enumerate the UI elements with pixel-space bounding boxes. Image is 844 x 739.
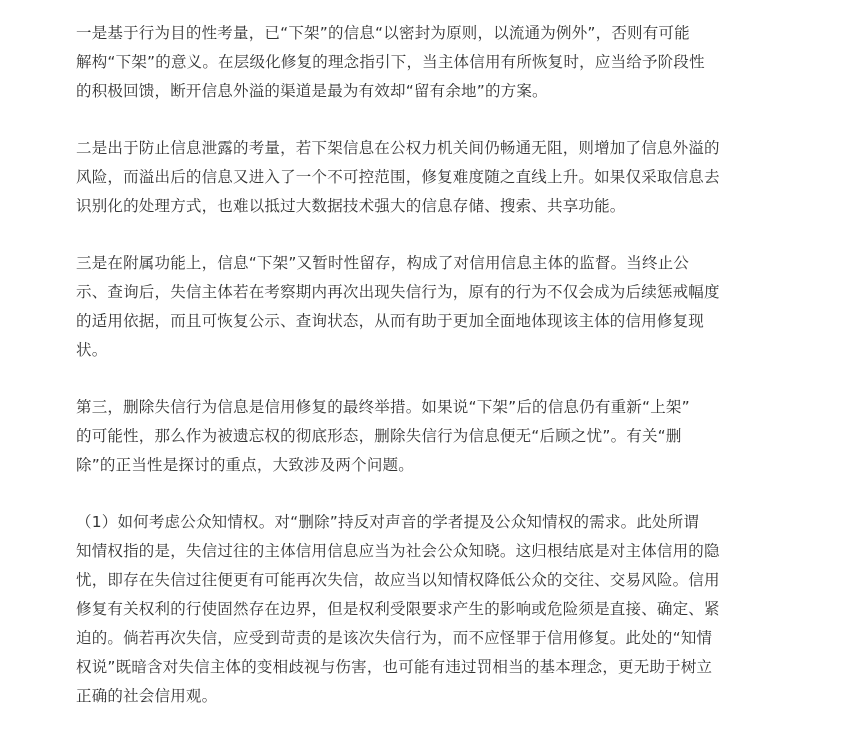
text-line: 二是出于防止信息泄露的考量，若下架信息在公权力机关间仍畅通无阻，则增加了信息外溢的 [76,139,720,157]
text-line: 识别化的处理方式，也难以抵过大数据技术强大的信息存储、搜索、共享功能。 [76,197,626,215]
text-line: （1）如何考虑公众知情权。对“删除”持反对声音的学者提及公众知情权的需求。此处所谓 [76,513,700,531]
text-line: 除”的正当性是探讨的重点，大致涉及两个问题。 [76,456,414,474]
text-line: 的适用依据，而且可恢复公示、查询状态，从而有助于更加全面地体现该主体的信用修复现 [76,312,705,330]
text-line: 正确的社会信用观。 [76,687,218,705]
text-line: 第三，删除失信行为信息是信用修复的最终举措。如果说“下架”后的信息仍有重新“上架” [76,398,690,416]
text-line: 修复有关权利的行使固然存在边界，但是权利受限要求产生的影响或危险须是直接、确定、紧 [76,600,720,618]
paragraph-5 [76,508,766,711]
text-line: 的可能性，那么作为被遗忘权的彻底形态，删除失信行为信息便无“后顾之忧”。有关“删 [76,427,682,445]
text-line: 忧，即存在失信过往便更有可能再次失信，故应当以知情权降低公众的交往、交易风险。信用 [76,571,720,589]
text-line: 知情权指的是，失信过往的主体信用信息应当为社会公众知晓。这归根结底是对主体信用的隐 [76,542,720,560]
text-line: 三是在附属功能上，信息“下架”又暂时性留存，构成了对信用信息主体的监督。当终止公 [76,254,690,272]
text-line: 示、查询后，失信主体若在考察期内再次出现失信行为，原有的行为不仅会成为后续惩戒幅度 [76,283,720,301]
paragraph-2 [76,134,766,221]
text-line: 状。 [76,341,108,359]
paragraph-1 [76,19,766,106]
text-line: 风险，而溢出后的信息又进入了一个不可控范围，修复难度随之直线上升。如果仅采取信息去 [76,168,720,186]
paragraph-3 [76,249,766,365]
text-line: 解构“下架”的意义。在层级化修复的理念指引下，当主体信用有所恢复时，应当给予阶段性 [76,53,705,71]
text-line: 权说”既暗含对失信主体的变相歧视与伤害，也可能有违过罚相当的基本理念，更无助于树立 [76,658,713,676]
paragraph-4 [76,393,766,480]
text-line: 一是基于行为目的性考量，已“下架”的信息“以密封为原则，以流通为例外”，否则有可能 [76,24,690,42]
text-line: 迫的。倘若再次失信，应受到苛责的是该次失信行为，而不应怪罪于信用修复。此处的“知情 [76,629,713,647]
text-line: 的积极回馈，断开信息外溢的渠道是最为有效却“留有余地”的方案。 [76,82,548,100]
article-body [76,19,766,739]
